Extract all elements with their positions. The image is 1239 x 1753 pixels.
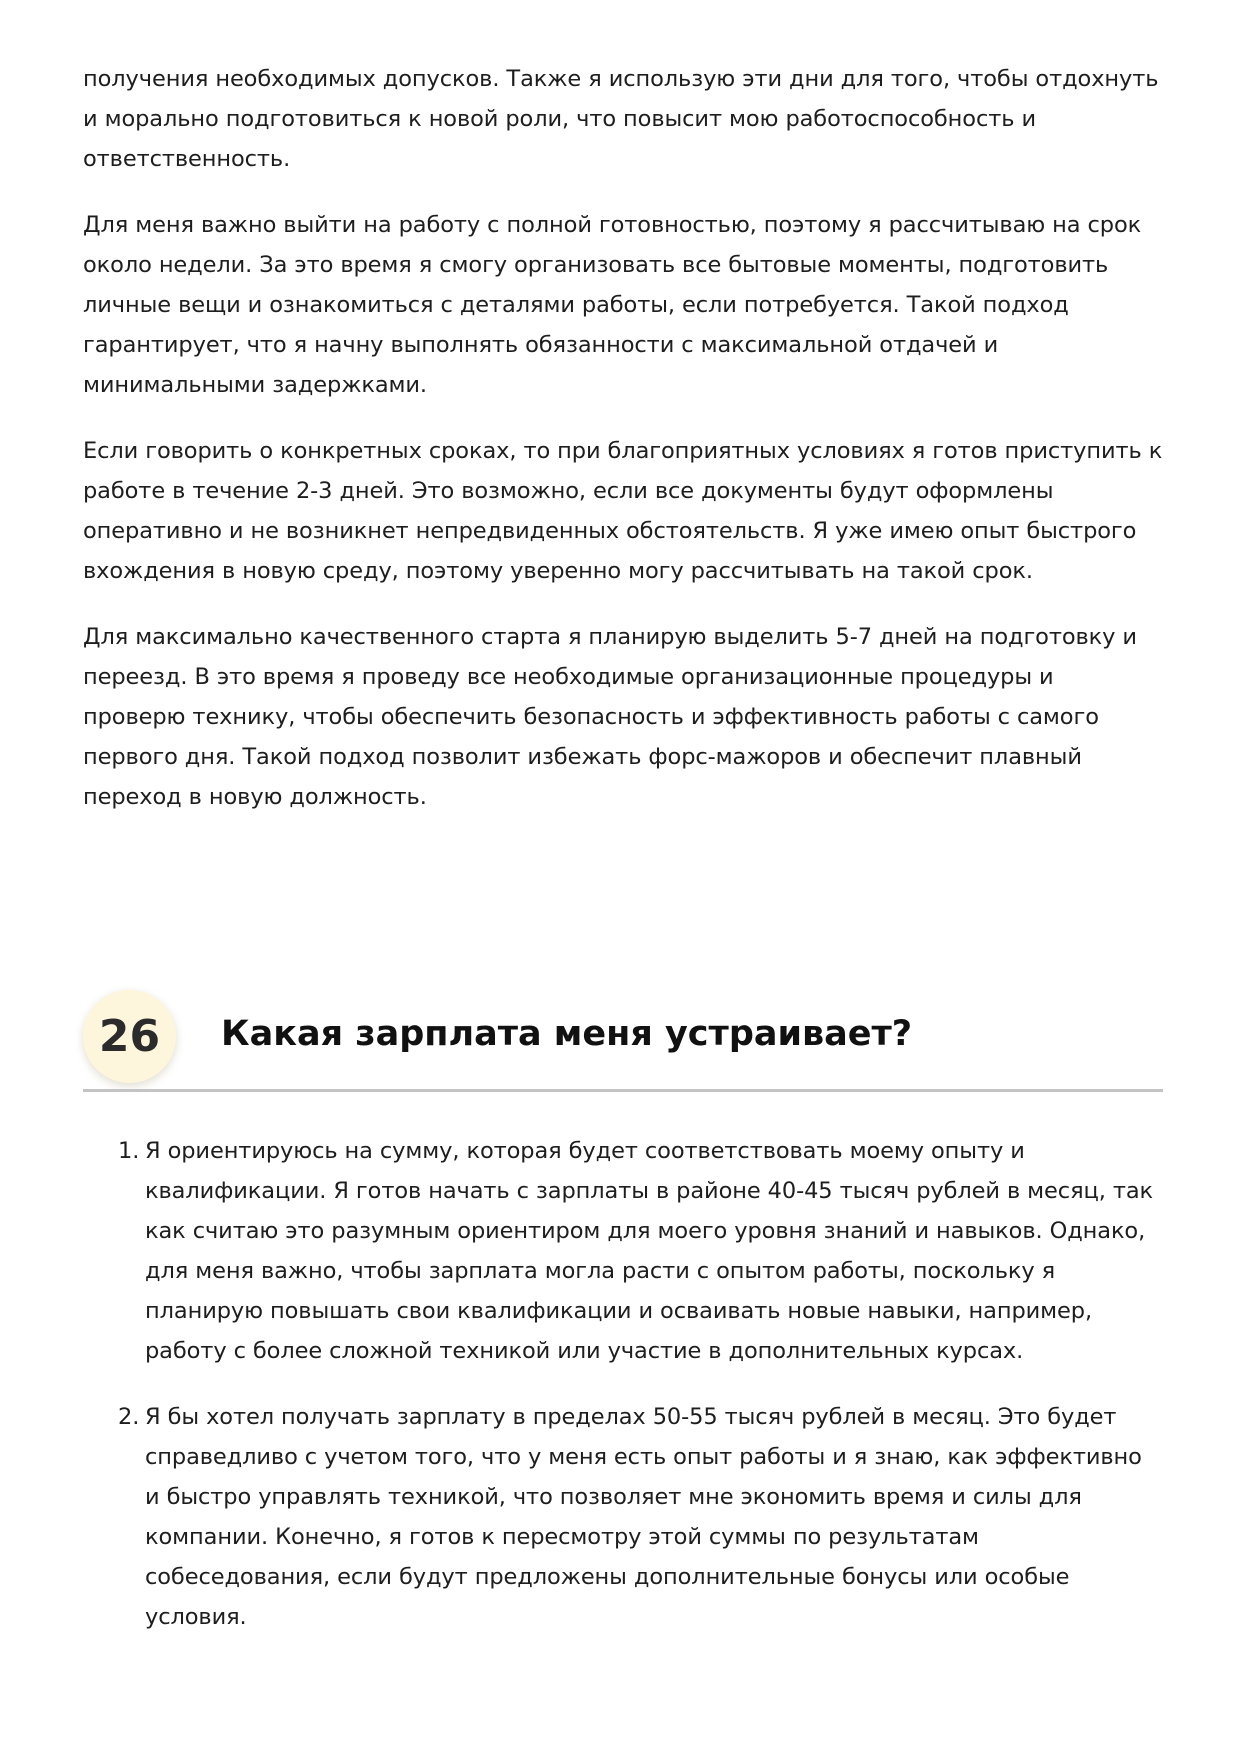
list-item-number: 1.: [118, 1138, 140, 1164]
list-item: [83, 1397, 1163, 1637]
paragraph-2: Для меня важно выйти на работу с полной готовностью, поэтому я рассчитываю на срок около недели. За это время я смогу организовать все бытовые моменты, подготовить личные вещи и ознакомиться с деталями работы, если потребуется. Такой подход гарантирует, что я начну выполнять обязанности с максимальной отдачей и минимальными задержками.: [83, 212, 1142, 398]
section-title: Какая зарплата меня устраивает?: [221, 1014, 913, 1054]
list-item-text: Я бы хотел получать зарплату в пределах 50-55 тысяч рублей в месяц. Это будет справедливо с учетом того, что у меня есть опыт работы и я знаю, как эффективно и быстро управлять техникой, что позволяет мне экономить время и силы для компании. Конечно, я готов к пересмотру этой суммы по результатам собеседования, если будут предложены дополнительные бонусы или особые условия.: [145, 1404, 1142, 1630]
section-header: [83, 988, 1163, 1092]
paragraph-3: Если говорить о конкретных сроках, то при благоприятных условиях я готов приступить к работе в течение 2-3 дней. Это возможно, если все документы будут оформлены оперативно и не возникнет непредвиденных обстоятельств. Я уже имею опыт быстрого вхождения в новую среду, поэтому уверенно могу рассчитывать на такой срок.: [83, 438, 1163, 584]
paragraph-1: получения необходимых допусков. Также я использую эти дни для того, чтобы отдохнуть и морально подготовиться к новой роли, что повысит мою работоспособность и ответственность.: [83, 66, 1159, 172]
section-number-badge: 26: [83, 990, 176, 1083]
paragraph-4: Для максимально качественного старта я планирую выделить 5-7 дней на подготовку и переезд. В это время я проведу все необходимые организационные процедуры и проверю технику, чтобы обеспечить безопасность и эффективность работы с самого первого дня. Такой подход позволит избежать форс-мажоров и обеспечит плавный переход в новую должность.: [83, 624, 1137, 810]
answer-list: [83, 1131, 1163, 1663]
list-item-text: Я ориентируюсь на сумму, которая будет соответствовать моему опыту и квалификации. Я готов начать с зарплаты в районе 40-45 тысяч рублей в месяц, так как считаю это разумным ориентиром для моего уровня знаний и навыков. Однако, для меня важно, чтобы зарплата могла расти с опытом работы, поскольку я планирую повышать свои квалификации и осваивать новые навыки, например, работу с более сложной техникой или участие в дополнительных курсах.: [145, 1138, 1154, 1364]
list-item-number: 2.: [118, 1404, 140, 1430]
section-divider: [83, 1089, 1163, 1092]
body-text: [83, 59, 1163, 843]
list-item: [83, 1131, 1163, 1371]
